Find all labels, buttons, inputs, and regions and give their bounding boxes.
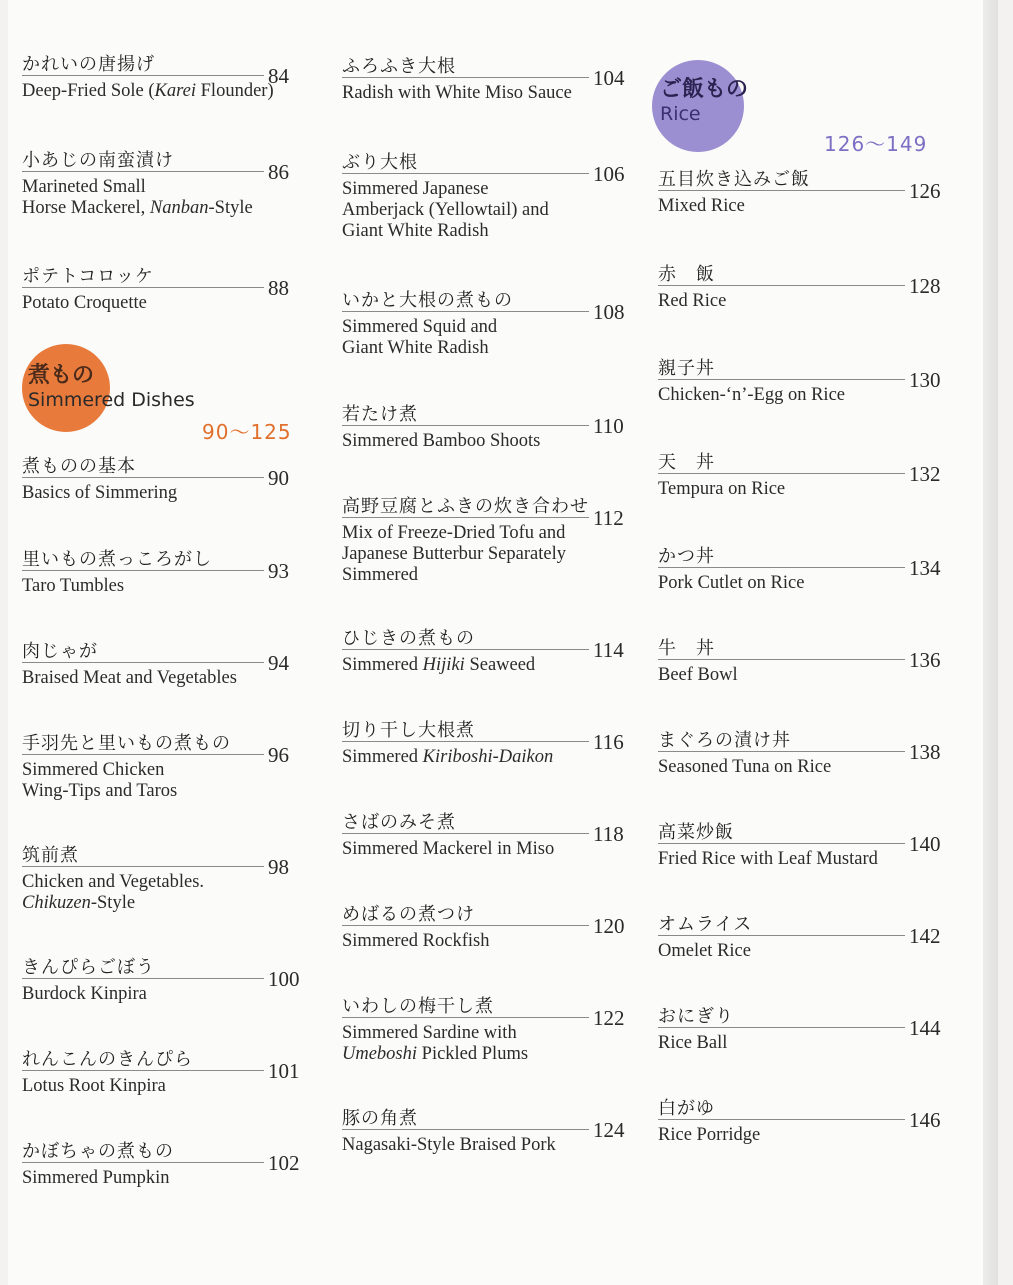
page-number: 130: [909, 368, 941, 392]
entry-title-en: Omelet Rice: [658, 941, 751, 961]
entry-title-jp: かぼちゃの煮もの: [22, 1141, 174, 1162]
page-number: 84: [268, 64, 289, 88]
toc-entry: [342, 992, 627, 1072]
page-number: 104: [593, 66, 625, 90]
page-number: 146: [909, 1108, 941, 1132]
leader-rule: [658, 285, 905, 286]
page-number: 106: [593, 162, 625, 186]
page-number: 108: [593, 300, 625, 324]
toc-entry: [342, 716, 627, 796]
page-number: 128: [909, 274, 941, 298]
entry-title-en: Umeboshi Pickled Plums: [342, 1044, 529, 1064]
leader-rule: [22, 171, 264, 172]
entry-title-en: Horse Mackerel, Nanban-Style: [22, 198, 253, 218]
entry-title-jp: 筑前煮: [22, 845, 79, 866]
toc-entry: [22, 1137, 302, 1217]
page-number: 101: [268, 1059, 300, 1083]
leader-rule: [658, 379, 905, 380]
entry-title-en: Simmered Pumpkin: [22, 1168, 170, 1188]
toc-entry: [342, 52, 627, 132]
entry-title-en: Simmered Sardine with: [342, 1023, 517, 1043]
simmered-section-title-en: Simmered Dishes: [28, 389, 195, 411]
entry-title-jp: 赤 飯: [658, 264, 715, 285]
leader-rule: [342, 517, 589, 518]
entry-title-jp: 若たけ煮: [342, 404, 418, 425]
toc-entry: [22, 1045, 302, 1125]
toc-entry: [342, 492, 627, 585]
entry-title-jp: 高菜炒飯: [658, 822, 734, 843]
entry-title-en: Giant White Radish: [342, 338, 489, 358]
page-number: 122: [593, 1006, 625, 1030]
leader-rule: [22, 1162, 264, 1163]
entry-title-jp: めばるの煮つけ: [342, 904, 475, 925]
entry-title-jp: 煮ものの基本: [22, 456, 136, 477]
entry-title-en: Simmered Rockfish: [342, 931, 490, 951]
entry-title-en: Simmered Bamboo Shoots: [342, 431, 541, 451]
entry-title-en: Deep-Fried Sole (Karei Flounder): [22, 81, 274, 101]
toc-entry: [22, 841, 302, 921]
leader-rule: [658, 935, 905, 936]
page-number: 142: [909, 924, 941, 948]
toc-page: [8, 0, 998, 1285]
entry-title-jp: いわしの梅干し煮: [342, 996, 494, 1017]
leader-rule: [658, 751, 905, 752]
entry-title-jp: 白がゆ: [658, 1098, 715, 1119]
page-number: 96: [268, 743, 289, 767]
toc-entry: [22, 452, 302, 532]
simmered-section-title-jp: 煮もの: [28, 363, 95, 388]
leader-rule: [22, 978, 264, 979]
leader-rule: [342, 741, 589, 742]
leader-rule: [22, 75, 264, 76]
entry-title-en: Burdock Kinpira: [22, 984, 147, 1004]
leader-rule: [342, 1017, 589, 1018]
leader-rule: [22, 287, 264, 288]
leader-rule: [22, 662, 264, 663]
toc-entry: [658, 726, 943, 806]
entry-title-en: Simmered Mackerel in Miso: [342, 839, 555, 859]
page-number: 86: [268, 160, 289, 184]
entry-title-en: Wing-Tips and Taros: [22, 781, 178, 801]
leader-rule: [658, 473, 905, 474]
entry-title-jp: かつ丼: [658, 546, 715, 567]
leader-rule: [22, 866, 264, 867]
leader-rule: [658, 1027, 905, 1028]
entry-title-jp: 肉じゃが: [22, 641, 98, 662]
entry-title-en: Tempura on Rice: [658, 479, 786, 499]
entry-title-jp: おにぎり: [658, 1006, 734, 1027]
leader-rule: [342, 311, 589, 312]
entry-title-jp: 小あじの南蛮漬け: [22, 150, 174, 171]
leader-rule: [342, 1129, 589, 1130]
toc-entry: [658, 818, 943, 898]
entry-title-en: Potato Croquette: [22, 293, 147, 313]
toc-entry: [342, 900, 627, 980]
entry-title-jp: 里いもの煮っころがし: [22, 549, 212, 570]
toc-entry: [342, 148, 627, 241]
entry-title-jp: きんぴらごぼう: [22, 957, 155, 978]
toc-entry: [658, 1002, 943, 1082]
toc-entry: [658, 910, 943, 990]
toc-entry: [658, 354, 943, 434]
page-edge: [983, 0, 998, 1285]
entry-title-en: Chikuzen-Style: [22, 893, 136, 913]
leader-rule: [342, 77, 589, 78]
page-number: 112: [593, 506, 624, 530]
entry-title-en: Beef Bowl: [658, 665, 738, 685]
page-number: 114: [593, 638, 624, 662]
entry-title-en: Simmered Squid and: [342, 317, 498, 337]
entry-title-jp: 天 丼: [658, 452, 715, 473]
leader-rule: [658, 190, 905, 191]
entry-title-en: Giant White Radish: [342, 221, 489, 241]
entry-title-en: Rice Porridge: [658, 1125, 761, 1145]
toc-entry: [22, 637, 302, 717]
toc-entry: [342, 400, 627, 480]
toc-entry: [22, 545, 302, 625]
entry-title-en: Mixed Rice: [658, 196, 745, 216]
leader-rule: [342, 173, 589, 174]
toc-entry: [658, 1094, 943, 1174]
page-number: 118: [593, 822, 624, 846]
entry-title-en: Japanese Butterbur Separately: [342, 544, 566, 564]
toc-entry: [658, 260, 943, 340]
leader-rule: [658, 1119, 905, 1120]
entry-title-jp: 五目炊き込みご飯: [658, 169, 810, 190]
entry-title-en: Seasoned Tuna on Rice: [658, 757, 832, 777]
toc-entry: [658, 634, 943, 714]
entry-title-jp: 親子丼: [658, 358, 715, 379]
entry-title-en: Simmered Chicken: [22, 760, 165, 780]
toc-entry: [342, 624, 627, 704]
leader-rule: [342, 833, 589, 834]
page-number: 88: [268, 276, 289, 300]
page-number: 100: [268, 967, 300, 991]
entry-title-en: Red Rice: [658, 291, 727, 311]
leader-rule: [658, 659, 905, 660]
toc-entry: [658, 542, 943, 622]
page-number: 110: [593, 414, 624, 438]
page-number: 94: [268, 651, 289, 675]
toc-entry: [22, 729, 302, 809]
entry-title-jp: 豚の角煮: [342, 1108, 418, 1129]
entry-title-en: Mix of Freeze-Dried Tofu and: [342, 523, 566, 543]
entry-title-jp: ポテトコロッケ: [22, 266, 154, 287]
entry-title-jp: ふろふき大根: [342, 56, 456, 77]
entry-title-jp: さばのみそ煮: [342, 812, 456, 833]
entry-title-en: Simmered Japanese: [342, 179, 489, 199]
entry-title-en: Pork Cutlet on Rice: [658, 573, 805, 593]
toc-entry: [22, 953, 302, 1033]
entry-title-en: Radish with White Miso Sauce: [342, 83, 572, 103]
entry-title-en: Simmered Kiriboshi-Daikon: [342, 747, 554, 767]
entry-title-jp: いかと大根の煮もの: [342, 290, 513, 311]
entry-title-jp: 牛 丼: [658, 638, 715, 659]
entry-title-en: Rice Ball: [658, 1033, 728, 1053]
page-number: 138: [909, 740, 941, 764]
entry-title-jp: かれいの唐揚げ: [22, 54, 155, 75]
page-number: 90: [268, 466, 289, 490]
entry-title-en: Chicken-‘n’-Egg on Rice: [658, 385, 845, 405]
entry-title-jp: 高野豆腐とふきの炊き合わせ: [342, 496, 589, 517]
page-number: 124: [593, 1118, 625, 1142]
rice-section-title-jp: ご飯もの: [660, 77, 749, 102]
toc-entry: [342, 808, 627, 888]
entry-title-en: Simmered Hijiki Seaweed: [342, 655, 536, 675]
page-number: 126: [909, 179, 941, 203]
entry-title-en: Taro Tumbles: [22, 576, 125, 596]
entry-title-en: Simmered: [342, 565, 419, 585]
toc-entry: [658, 165, 943, 245]
page-number: 102: [268, 1151, 300, 1175]
toc-entry: [22, 146, 302, 226]
page-number: 144: [909, 1016, 941, 1040]
leader-rule: [658, 843, 905, 844]
entry-title-en: Amberjack (Yellowtail) and: [342, 200, 549, 220]
entry-title-en: Basics of Simmering: [22, 483, 178, 503]
page-number: 140: [909, 832, 941, 856]
rice-section-range: 126〜149: [824, 132, 928, 156]
page-number: 98: [268, 855, 289, 879]
entry-title-jp: まぐろの漬け丼: [658, 730, 791, 751]
entry-title-en: Nagasaki-Style Braised Pork: [342, 1135, 556, 1155]
entry-title-jp: オムライス: [658, 914, 753, 935]
leader-rule: [22, 754, 264, 755]
leader-rule: [342, 649, 589, 650]
leader-rule: [658, 567, 905, 568]
entry-title-jp: れんこんのきんぴら: [22, 1049, 193, 1070]
leader-rule: [342, 425, 589, 426]
entry-title-jp: 手羽先と里いもの煮もの: [22, 733, 231, 754]
page-number: 116: [593, 730, 624, 754]
page-number: 93: [268, 559, 289, 583]
leader-rule: [22, 570, 264, 571]
leader-rule: [22, 1070, 264, 1071]
toc-entry: [342, 1104, 627, 1184]
simmered-section-range: 90〜125: [202, 420, 292, 444]
entry-title-jp: ぶり大根: [342, 152, 418, 173]
leader-rule: [22, 477, 264, 478]
entry-title-jp: ひじきの煮もの: [342, 628, 475, 649]
toc-entry: [658, 448, 943, 528]
entry-title-jp: 切り干し大根煮: [342, 720, 475, 741]
entry-title-en: Braised Meat and Vegetables: [22, 668, 237, 688]
leader-rule: [342, 925, 589, 926]
toc-entry: [22, 50, 302, 130]
toc-entry: [22, 262, 302, 342]
page-number: 136: [909, 648, 941, 672]
rice-section-title-en: Rice: [660, 103, 701, 125]
entry-title-en: Lotus Root Kinpira: [22, 1076, 166, 1096]
entry-title-en: Chicken and Vegetables.: [22, 872, 205, 892]
page-number: 132: [909, 462, 941, 486]
toc-entry: [342, 286, 627, 366]
page-number: 134: [909, 556, 941, 580]
entry-title-en: Fried Rice with Leaf Mustard: [658, 849, 878, 869]
entry-title-en: Marineted Small: [22, 177, 146, 197]
page-number: 120: [593, 914, 625, 938]
